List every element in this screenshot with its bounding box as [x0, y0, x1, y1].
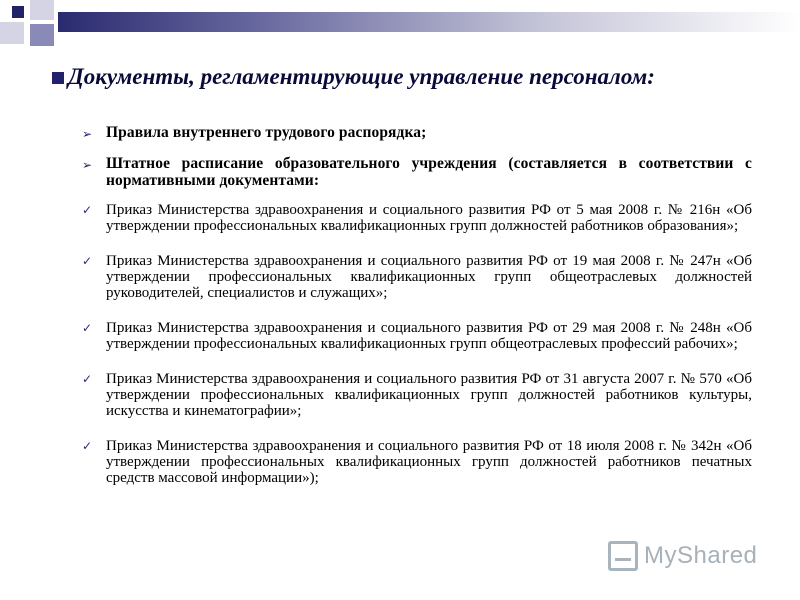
list-item-text: Приказ Министерства здравоохранения и социального развития РФ от 5 мая 2008 г. № 216н «Об утверждении профессиональных квалификационных групп должностей работников образования»; [106, 202, 752, 234]
list-item-text: Приказ Министерства здравоохранения и социального развития РФ от 31 августа 2007 г. № 570 «Об утверждении профессиональных квалификационных групп должностей работников культуры, искусства и кинематографии»; [106, 371, 752, 419]
arrow-bullet-icon: ➢ [82, 127, 93, 141]
list-item [82, 155, 752, 189]
checkmark-icon: ✓ [82, 203, 93, 217]
list-item [82, 371, 752, 419]
list-item [82, 438, 752, 486]
content-list [82, 124, 752, 505]
decor-square-dark [12, 6, 24, 18]
list-item-text: Приказ Министерства здравоохранения и социального развития РФ от 19 мая 2008 г. № 247н «Об утверждении профессиональных квалификационных групп общеотраслевых должностей руководителей, специалистов и служащих»; [106, 253, 752, 301]
list-item [82, 253, 752, 301]
decor-square-mid [30, 24, 54, 46]
checkmark-icon: ✓ [82, 321, 93, 335]
arrow-bullet-icon: ➢ [82, 158, 93, 172]
list-item [82, 320, 752, 352]
myshared-logo [608, 536, 778, 576]
title-row [52, 64, 792, 90]
checkmark-icon: ✓ [82, 254, 93, 268]
slide-title: Документы, регламентирующие управление персоналом: [68, 64, 655, 89]
checkmark-icon: ✓ [82, 372, 93, 386]
list-item-text: Приказ Министерства здравоохранения и социального развития РФ от 18 июля 2008 г. № 342н «Об утверждении профессиональных квалификационных групп должностей работников печатных средств массовой информации»); [106, 438, 752, 486]
logo-text: MyShared [644, 542, 758, 569]
checkmark-icon: ✓ [82, 439, 93, 453]
decor-square-light [30, 0, 54, 20]
header-gradient-bar [58, 12, 800, 32]
myshared-logo-icon [608, 541, 638, 571]
list-item [82, 202, 752, 234]
list-item-text: Штатное расписание образовательного учреждения (составляется в соответствии с нормативными документами: [106, 155, 752, 189]
list-item-text: Приказ Министерства здравоохранения и социального развития РФ от 29 мая 2008 г. № 248н «Об утверждении профессиональных квалификационных групп общеотраслевых профессий рабочих»; [106, 320, 752, 352]
decor-square-light [0, 22, 24, 44]
list-item-text: Правила внутреннего трудового распорядка; [106, 124, 427, 141]
square-bullet-icon [52, 72, 64, 84]
list-item [82, 124, 752, 142]
